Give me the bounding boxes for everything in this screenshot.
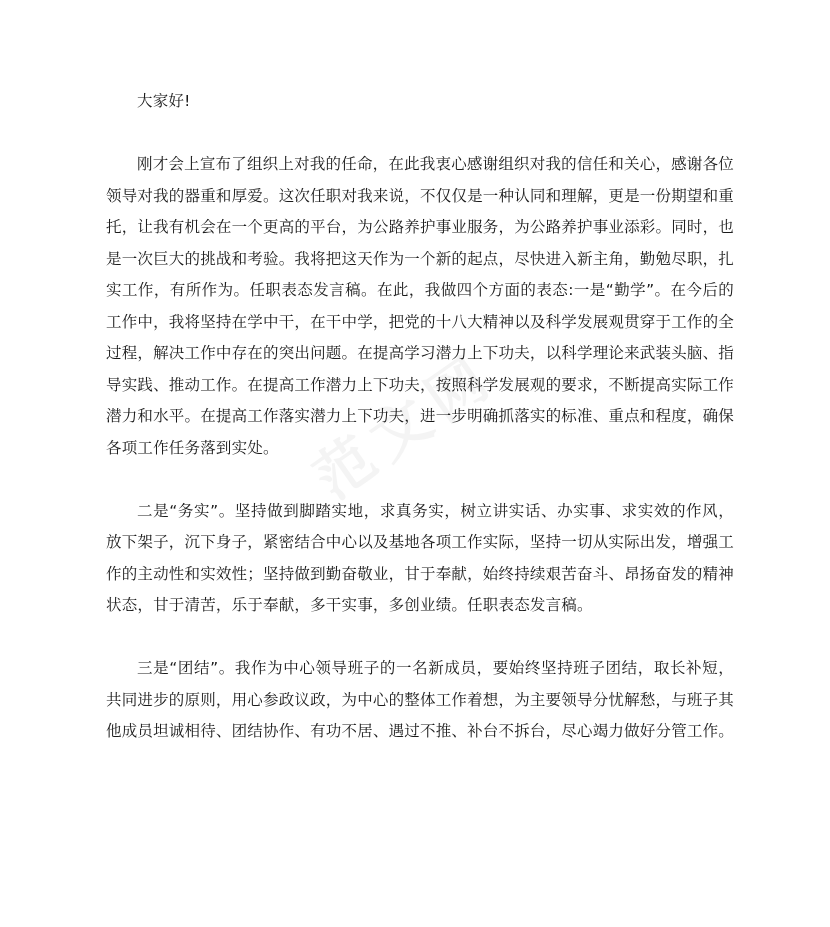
greeting: 大家好! [137, 92, 191, 110]
document-body [106, 86, 734, 779]
paragraph-1: 刚才会上宣布了组织上对我的任命，在此我衷心感谢组织对我的信任和关心，感谢各位领导对我的器重和厚爱。这次任职对我来说，不仅仅是一种认同和理解，更是一份期望和重托，让我有机会在一个更高的平台，为公路养护事业服务，为公路养护事业添彩。同时，也是一次巨大的挑战和考验。我将把这天作为一个新的起点，尽快进入新主角，勤勉尽职，扎实工作，有所作为。任职表态发言稿。在此，我做四个方面的表态:一是“勤学”。在今后的工作中，我将坚持在学中干，在干中学，把党的十八大精神以及科学发展观贯穿于工作的全过程，解决工作中存在的突出问题。在提高学习潜力上下功夫，以科学理论来武装头脑、指导实践、推动工作。在提高工作潜力上下功夫，按照科学发展观的要求，不断提高实际工作潜力和水平。在提高工作落实潜力上下功夫，进一步明确抓落实的标准、重点和程度，确保各项工作任务落到实处。 [106, 155, 735, 457]
paragraph-3: 三是“团结”。我作为中心领导班子的一名新成员，要始终坚持班子团结，取长补短，共同进步的原则，用心参政议政，为中心的整体工作着想，为主要领导分忧解愁，与班子其他成员坦诚相待、团结协作、有功不居、遇过不推、补台不拆台，尽心竭力做好分管工作。 [106, 659, 735, 740]
paragraph-2: 二是“务实”。坚持做到脚踏实地，求真务实，树立讲实话、办实事、求实效的作风，放下架子，沉下身子，紧密结合中心以及基地各项工作实际，坚持一切从实际出发，增强工作的主动性和实效性；坚持做到勤奋敬业，甘于奉献，始终持续艰苦奋斗、昂扬奋发的精神状态，甘于清苦，乐于奉献，多干实事，多创业绩。任职表态发言稿。 [106, 501, 735, 614]
